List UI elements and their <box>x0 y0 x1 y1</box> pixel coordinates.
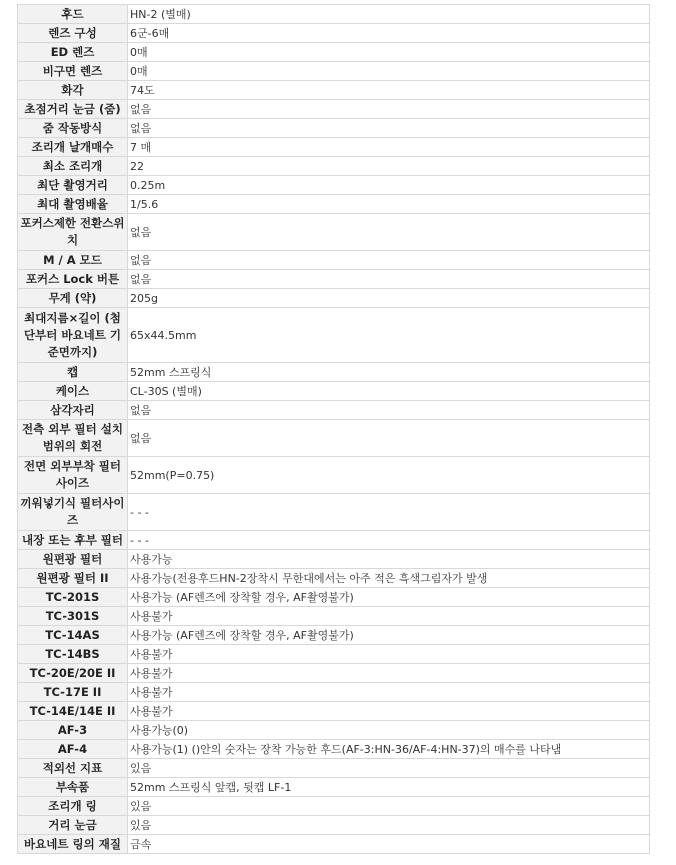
spec-label: M / A 모드 <box>18 251 128 270</box>
spec-value: 사용불가 <box>128 683 650 702</box>
spec-value: 22 <box>128 157 650 176</box>
spec-row <box>18 683 650 702</box>
spec-row <box>18 251 650 270</box>
spec-table <box>17 4 650 854</box>
spec-value: 65x44.5mm <box>128 308 650 363</box>
spec-value: 52mm 스프링식 <box>128 363 650 382</box>
spec-value: 사용가능 (AF렌즈에 장착할 경우, AF촬영불가) <box>128 588 650 607</box>
spec-label: 끼워넣기식 필터사이즈 <box>18 494 128 531</box>
spec-row <box>18 835 650 854</box>
spec-row <box>18 607 650 626</box>
spec-value: 없음 <box>128 214 650 251</box>
spec-row <box>18 778 650 797</box>
spec-value: 사용가능 (AF렌즈에 장착할 경우, AF촬영불가) <box>128 626 650 645</box>
spec-row <box>18 721 650 740</box>
spec-value: HN-2 (별매) <box>128 5 650 24</box>
spec-value: - - - <box>128 531 650 550</box>
spec-row <box>18 816 650 835</box>
spec-value: 0매 <box>128 43 650 62</box>
spec-label: 케이스 <box>18 382 128 401</box>
spec-value: - - - <box>128 494 650 531</box>
spec-row <box>18 569 650 588</box>
spec-label: 원편광 필터 II <box>18 569 128 588</box>
spec-row <box>18 157 650 176</box>
spec-label: 무게 (약) <box>18 289 128 308</box>
spec-value: 사용가능(1) ()안의 숫자는 장착 가능한 후드(AF-3:HN-36/AF-4:HN-37)의 매수를 나타냄 <box>128 740 650 759</box>
spec-label: 전면 외부부착 필터 사이즈 <box>18 457 128 494</box>
spec-row <box>18 494 650 531</box>
spec-value: 52mm 스프링식 앞캡, 뒷캡 LF-1 <box>128 778 650 797</box>
spec-row <box>18 664 650 683</box>
spec-row <box>18 645 650 664</box>
spec-value: 금속 <box>128 835 650 854</box>
spec-value: 없음 <box>128 270 650 289</box>
spec-row <box>18 797 650 816</box>
spec-label: 포커스제한 전환스위치 <box>18 214 128 251</box>
spec-label: AF-3 <box>18 721 128 740</box>
spec-value: 0매 <box>128 62 650 81</box>
spec-label: 포커스 Lock 버튼 <box>18 270 128 289</box>
spec-value: 1/5.6 <box>128 195 650 214</box>
spec-label: 줌 작동방식 <box>18 119 128 138</box>
spec-row <box>18 100 650 119</box>
spec-value: 없음 <box>128 251 650 270</box>
spec-label: 최단 촬영거리 <box>18 176 128 195</box>
spec-row <box>18 176 650 195</box>
spec-value: 없음 <box>128 100 650 119</box>
spec-label: 원편광 필터 <box>18 550 128 569</box>
spec-label: 최대지름×길이 (첨단부터 바요네트 기준면까지) <box>18 308 128 363</box>
spec-label: 바요네트 링의 재질 <box>18 835 128 854</box>
spec-row <box>18 420 650 457</box>
spec-label: 최소 조리개 <box>18 157 128 176</box>
spec-label: 비구면 렌즈 <box>18 62 128 81</box>
spec-label: 조리개 날개매수 <box>18 138 128 157</box>
spec-row <box>18 550 650 569</box>
spec-value: 사용가능 <box>128 550 650 569</box>
spec-label: 초점거리 눈금 (줌) <box>18 100 128 119</box>
spec-row <box>18 5 650 24</box>
spec-row <box>18 81 650 100</box>
spec-row <box>18 382 650 401</box>
spec-label: TC-17E II <box>18 683 128 702</box>
spec-row <box>18 531 650 550</box>
spec-label: 내장 또는 후부 필터 <box>18 531 128 550</box>
spec-label: AF-4 <box>18 740 128 759</box>
spec-value: 사용불가 <box>128 702 650 721</box>
spec-value: 0.25m <box>128 176 650 195</box>
spec-label: TC-20E/20E II <box>18 664 128 683</box>
spec-value: 있음 <box>128 797 650 816</box>
spec-row <box>18 138 650 157</box>
spec-label: 화각 <box>18 81 128 100</box>
spec-label: 삼각자리 <box>18 401 128 420</box>
spec-row <box>18 457 650 494</box>
spec-value: 52mm(P=0.75) <box>128 457 650 494</box>
spec-value: 사용불가 <box>128 645 650 664</box>
spec-row <box>18 62 650 81</box>
spec-label: TC-201S <box>18 588 128 607</box>
spec-label: TC-14BS <box>18 645 128 664</box>
spec-label: 최대 촬영배율 <box>18 195 128 214</box>
spec-row <box>18 588 650 607</box>
spec-label: 적외선 지표 <box>18 759 128 778</box>
spec-value: 사용불가 <box>128 664 650 683</box>
spec-value: 6군-6매 <box>128 24 650 43</box>
spec-label: 전측 외부 필터 설치 범위의 회전 <box>18 420 128 457</box>
spec-table-body <box>18 5 650 854</box>
spec-label: 후드 <box>18 5 128 24</box>
spec-value: 있음 <box>128 759 650 778</box>
spec-value: 사용가능(0) <box>128 721 650 740</box>
spec-label: ED 렌즈 <box>18 43 128 62</box>
spec-row <box>18 195 650 214</box>
spec-value: 있음 <box>128 816 650 835</box>
spec-row <box>18 119 650 138</box>
spec-value: 없음 <box>128 119 650 138</box>
spec-label: TC-301S <box>18 607 128 626</box>
spec-row <box>18 308 650 363</box>
spec-value: 7 매 <box>128 138 650 157</box>
spec-row <box>18 740 650 759</box>
spec-value: 사용가능(전용후드HN-2장착시 무한대에서는 아주 적은 흑색그림자가 발생 <box>128 569 650 588</box>
spec-label: 캡 <box>18 363 128 382</box>
spec-value: CL-30S (별매) <box>128 382 650 401</box>
spec-value: 사용불가 <box>128 607 650 626</box>
spec-row <box>18 759 650 778</box>
spec-row <box>18 24 650 43</box>
spec-label: TC-14AS <box>18 626 128 645</box>
spec-value: 205g <box>128 289 650 308</box>
spec-row <box>18 214 650 251</box>
spec-value: 없음 <box>128 420 650 457</box>
spec-row <box>18 43 650 62</box>
spec-row <box>18 270 650 289</box>
spec-value: 74도 <box>128 81 650 100</box>
spec-label: 부속품 <box>18 778 128 797</box>
spec-label: 렌즈 구성 <box>18 24 128 43</box>
spec-row <box>18 702 650 721</box>
spec-label: 거리 눈금 <box>18 816 128 835</box>
spec-row <box>18 363 650 382</box>
spec-label: 조리개 링 <box>18 797 128 816</box>
spec-row <box>18 401 650 420</box>
spec-row <box>18 289 650 308</box>
spec-row <box>18 626 650 645</box>
spec-value: 없음 <box>128 401 650 420</box>
spec-label: TC-14E/14E II <box>18 702 128 721</box>
